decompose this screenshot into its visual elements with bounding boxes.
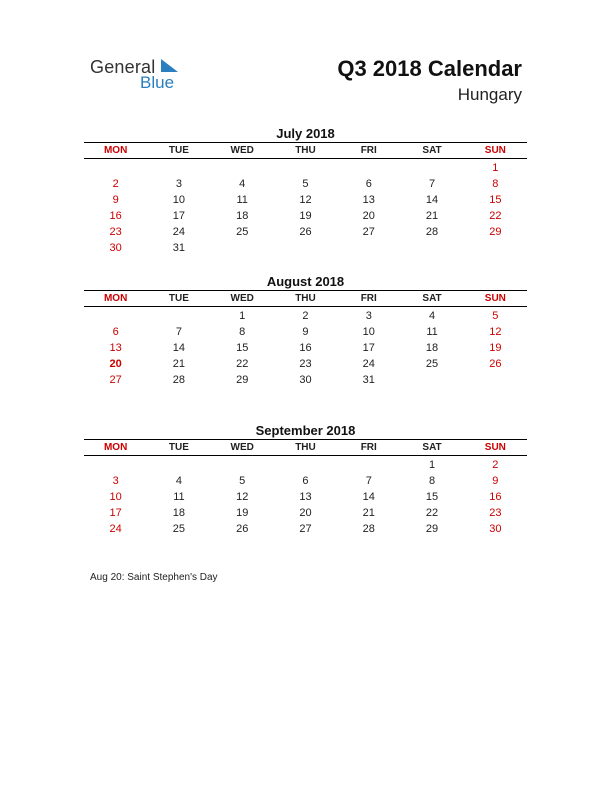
day-cell: 24	[362, 358, 375, 370]
day-cell: 15	[236, 342, 249, 354]
week-row	[84, 340, 527, 356]
week-row	[84, 240, 527, 256]
day-cell: 5	[239, 475, 246, 487]
weekday-header-row	[84, 143, 527, 159]
logo-flag-icon	[161, 59, 178, 72]
day-cell: 23	[489, 507, 502, 519]
day-cell: 3	[112, 475, 119, 487]
empty-day-cell	[211, 240, 274, 256]
day-cell: 21	[362, 507, 375, 519]
empty-day-cell	[211, 159, 274, 177]
day-cell: 24	[109, 523, 122, 535]
week-row	[84, 456, 527, 474]
day-cell: 9	[492, 475, 499, 487]
logo-general-text: General	[90, 57, 156, 77]
weekday-sun: SUN	[484, 442, 506, 453]
day-cell: 30	[489, 523, 502, 535]
empty-day-cell	[274, 456, 337, 474]
month-grid	[84, 142, 527, 256]
month-grid	[84, 439, 527, 537]
weekday-mon: MON	[103, 293, 128, 304]
day-cell: 24	[172, 226, 186, 238]
day-cell: 16	[489, 491, 502, 503]
day-cell: 12	[489, 326, 502, 338]
weekday-tue: TUE	[168, 442, 189, 453]
day-cell: 13	[109, 342, 122, 354]
holiday-note: Aug 20: Saint Stephen's Day	[90, 572, 218, 583]
day-cell: 7	[175, 326, 182, 338]
empty-day-cell	[84, 307, 147, 325]
day-cell: 11	[236, 194, 248, 206]
week-row	[84, 192, 527, 208]
day-cell: 4	[175, 475, 182, 487]
day-cell: 11	[173, 491, 185, 503]
day-cell: 7	[365, 475, 372, 487]
day-cell: 22	[425, 507, 439, 519]
day-cell: 3	[175, 178, 182, 190]
day-cell: 4	[239, 178, 246, 190]
weekday-sat: SAT	[422, 293, 442, 304]
month-title: July 2018	[276, 126, 335, 141]
empty-day-cell	[147, 456, 210, 474]
day-cell: 27	[362, 226, 375, 238]
day-cell: 22	[236, 358, 249, 370]
weekday-tue: TUE	[168, 145, 189, 156]
day-cell: 14	[172, 342, 186, 354]
day-cell: 23	[299, 358, 312, 370]
day-cell: 6	[302, 475, 309, 487]
day-cell: 10	[172, 194, 186, 206]
week-row	[84, 473, 527, 489]
day-cell: 20	[362, 210, 375, 222]
day-cell: 28	[362, 523, 375, 535]
weekday-sun: SUN	[484, 145, 506, 156]
day-cell: 20	[299, 507, 312, 519]
day-cell: 26	[299, 226, 312, 238]
day-cell: 28	[425, 226, 439, 238]
empty-day-cell	[337, 240, 400, 256]
week-row	[84, 176, 527, 192]
day-cell: 4	[428, 310, 436, 322]
weekday-wed: WED	[230, 293, 254, 304]
day-cell: 9	[302, 326, 309, 338]
empty-day-cell	[147, 307, 210, 325]
weekday-wed: WED	[230, 145, 254, 156]
day-cell: 6	[365, 178, 372, 190]
month-title: September 2018	[255, 423, 356, 438]
day-cell: 16	[299, 342, 312, 354]
empty-day-cell	[337, 456, 400, 474]
day-cell: 25	[236, 226, 249, 238]
day-cell: 29	[489, 226, 502, 238]
empty-day-cell	[464, 372, 527, 388]
weekday-tue: TUE	[168, 293, 189, 304]
empty-day-cell	[211, 456, 274, 474]
month-title: August 2018	[266, 274, 345, 289]
day-cell: 6	[112, 326, 119, 338]
day-cell: 2	[112, 178, 119, 190]
day-cell: 23	[109, 226, 122, 238]
weekday-header-row	[84, 440, 527, 456]
weekday-fri: FRI	[360, 293, 377, 304]
day-cell: 18	[425, 342, 439, 354]
day-cell: 14	[362, 491, 375, 503]
page-subtitle: Hungary	[457, 85, 522, 104]
day-cell: 17	[109, 507, 122, 519]
week-row	[84, 505, 527, 521]
empty-day-cell	[400, 240, 463, 256]
empty-day-cell	[274, 240, 337, 256]
day-cell: 13	[299, 491, 312, 503]
month-september	[84, 422, 527, 537]
day-cell: 31	[362, 374, 375, 386]
day-cell: 13	[362, 194, 375, 206]
weekday-thu: THU	[295, 442, 316, 453]
weekday-wed: WED	[230, 442, 254, 453]
empty-day-cell	[147, 159, 210, 177]
week-row	[84, 372, 527, 388]
weekday-mon: MON	[103, 145, 128, 156]
page-title: Q3 2018 Calendar	[337, 56, 522, 81]
day-cell: 10	[109, 491, 122, 503]
day-cell: 18	[172, 507, 186, 519]
week-row	[84, 521, 527, 537]
day-cell: 27	[299, 523, 312, 535]
day-cell: 12	[236, 491, 249, 503]
day-cell: 7	[428, 178, 436, 190]
day-cell: 14	[425, 194, 439, 206]
week-row	[84, 224, 527, 240]
day-cell: 17	[172, 210, 186, 222]
day-cell: 9	[112, 194, 119, 206]
day-cell: 2	[492, 459, 499, 471]
day-cell: 1	[492, 162, 499, 174]
day-cell: 19	[236, 507, 249, 519]
day-cell: 1	[239, 310, 246, 322]
day-cell: 15	[489, 194, 502, 206]
day-cell: 26	[489, 358, 502, 370]
weekday-sun: SUN	[484, 293, 506, 304]
weekday-header-row	[84, 291, 527, 307]
empty-day-cell	[464, 240, 527, 256]
week-row	[84, 324, 527, 340]
day-cell: 2	[302, 310, 309, 322]
day-cell: 20	[109, 358, 122, 370]
day-cell: 5	[302, 178, 309, 190]
day-cell: 8	[428, 475, 436, 487]
day-cell: 1	[428, 459, 436, 471]
empty-day-cell	[400, 159, 463, 177]
weekday-fri: FRI	[360, 442, 377, 453]
weekday-sat: SAT	[422, 442, 442, 453]
week-row	[84, 307, 527, 325]
day-cell: 29	[236, 374, 249, 386]
day-cell: 21	[425, 210, 439, 222]
day-cell: 30	[299, 374, 312, 386]
week-row	[84, 356, 527, 372]
weekday-thu: THU	[295, 293, 316, 304]
day-cell: 19	[299, 210, 312, 222]
week-row	[84, 208, 527, 224]
day-cell: 22	[489, 210, 502, 222]
day-cell: 8	[492, 178, 499, 190]
day-cell: 29	[425, 523, 439, 535]
day-cell: 17	[362, 342, 375, 354]
weekday-sat: SAT	[422, 145, 442, 156]
day-cell: 25	[425, 358, 439, 370]
day-cell: 19	[489, 342, 502, 354]
weekday-fri: FRI	[360, 145, 377, 156]
empty-day-cell	[400, 372, 463, 388]
day-cell: 21	[172, 358, 186, 370]
week-row	[84, 489, 527, 505]
week-row	[84, 159, 527, 177]
empty-day-cell	[337, 159, 400, 177]
day-cell: 12	[299, 194, 312, 206]
weekday-mon: MON	[103, 442, 128, 453]
day-cell: 16	[109, 210, 122, 222]
day-cell: 15	[425, 491, 439, 503]
day-cell: 10	[362, 326, 375, 338]
empty-day-cell	[84, 456, 147, 474]
day-cell: 27	[109, 374, 122, 386]
day-cell: 26	[236, 523, 249, 535]
day-cell: 11	[426, 326, 438, 338]
day-cell: 3	[365, 310, 372, 322]
day-cell: 25	[172, 523, 186, 535]
day-cell: 28	[172, 374, 186, 386]
day-cell: 30	[109, 242, 122, 254]
day-cell: 18	[236, 210, 249, 222]
logo-blue-text: Blue	[140, 73, 175, 92]
day-cell: 8	[239, 326, 246, 338]
logo	[90, 57, 190, 91]
empty-day-cell	[274, 159, 337, 177]
month-july	[84, 125, 527, 256]
empty-day-cell	[84, 159, 147, 177]
month-august	[84, 273, 527, 388]
day-cell: 31	[172, 242, 186, 254]
weekday-thu: THU	[295, 145, 316, 156]
day-cell: 5	[492, 310, 499, 322]
month-grid	[84, 290, 527, 388]
